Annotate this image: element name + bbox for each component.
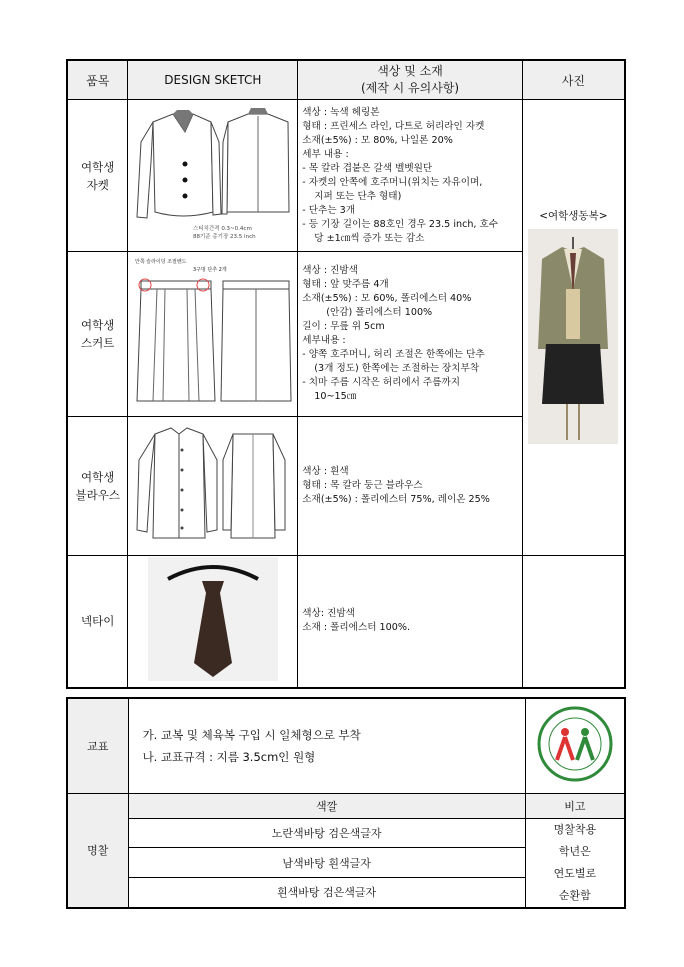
header-material-line1: 색상 및 소재 (377, 64, 443, 78)
sketch-necktie (128, 556, 298, 688)
desc-line: 소재(±5%) : 모 80%, 나일론 20% (302, 134, 453, 146)
skirt-sketch-image (131, 253, 295, 411)
item-name-line2: 스커트 (81, 336, 115, 350)
desc-line: 소재 : 폴리에스터 100%. (302, 622, 411, 634)
desc-line: (안감) 폴리에스터 100% (326, 307, 433, 318)
sketch-note: 3구멍 단추 2개 (192, 267, 227, 273)
desc-line: - 등 기장 길이는 88호인 경우 23.5 inch, 호수 (302, 218, 499, 230)
button-icon (182, 193, 187, 198)
desc-line: 당 ±1㎝씩 증가 또는 감소 (314, 232, 425, 244)
necktie-image (148, 557, 278, 681)
item-name-necktie (67, 556, 128, 688)
sketch-note: 안쪽 슬라이딩 조절밴드 (134, 259, 187, 265)
sketch-skirt (128, 252, 298, 417)
desc-necktie (298, 556, 522, 688)
emblem-label: 교표 (67, 698, 128, 793)
desc-jacket (298, 100, 522, 252)
emblem-line1: 가. 교복 및 체육복 구입 시 일체형으로 부착 (142, 727, 361, 742)
school-emblem-logo (535, 704, 615, 784)
emblem-line2: 나. 교표규격 : 지름 3.5cm인 원형 (142, 749, 316, 764)
table-row-necktie (67, 556, 625, 688)
table-row-jacket (67, 100, 625, 252)
header-material-line2: (제작 시 유의사항) (360, 81, 460, 95)
sketch-note: 88기준 총기장 23.5 inch (192, 233, 256, 240)
note-line: 연도별로 (553, 866, 597, 880)
desc-line: 형태 : 목 칼라 둥근 블라우스 (302, 480, 423, 491)
table-header-row (67, 60, 625, 100)
nametag-label: 명찰 (67, 793, 128, 908)
nametag-col-color: 색깔 (128, 793, 525, 818)
nametag-color: 남색바탕 흰색글자 (128, 848, 525, 878)
desc-line: 형태 : 프린세스 라인, 다트로 허리라인 자켓 (302, 120, 485, 132)
note-line: 학년은 (558, 844, 591, 858)
nametag-color: 흰색바탕 검은색글자 (128, 878, 525, 908)
desc-line: - 단추는 3개 (302, 204, 356, 216)
button-icon (182, 177, 187, 182)
sketch-jacket (128, 100, 298, 252)
photo-cell (522, 100, 625, 556)
nametag-row (67, 818, 625, 848)
item-name-blouse (67, 417, 128, 556)
emblem-description (128, 698, 525, 793)
item-name-line2: 자켓 (86, 177, 109, 192)
note-line: 순환함 (558, 888, 591, 902)
desc-blouse (298, 417, 522, 556)
desc-line: 형태 : 앞 맞주름 4개 (302, 279, 389, 290)
note-line: 명찰착용 (553, 822, 597, 836)
desc-line: 색상: 진밤색 (302, 608, 355, 620)
nametag-col-note: 비고 (525, 793, 625, 818)
desc-line: - 양쪽 호주머니, 허리 조절은 한쪽에는 단추 (302, 349, 485, 360)
nametag-color: 노란색바탕 검은색글자 (128, 818, 525, 848)
header-item: 품목 (67, 60, 128, 100)
desc-line: 소재(±5%) : 모 60%, 폴리에스터 40% (302, 293, 472, 304)
desc-line: 지퍼 또는 단추 형태) (314, 190, 402, 202)
desc-line: - 치마 주름 시작은 허리에서 주름까지 (302, 377, 461, 388)
item-name-line1: 넥타이 (81, 614, 115, 629)
sketch-blouse (128, 417, 298, 556)
desc-line: 소재(±5%) : 폴리에스터 75%, 레이온 25% (302, 494, 490, 505)
desc-line: 색상 : 진밤색 (302, 265, 358, 276)
header-material (298, 60, 522, 100)
desc-line: 세부 내용 : (302, 148, 349, 160)
desc-line: (3개 정도) 한쪽에는 조절하는 장치부착 (314, 363, 480, 374)
desc-line: 색상 : 녹색 헤링본 (302, 106, 380, 118)
jacket-sketch-image (133, 102, 293, 246)
emblem-nametag-table (66, 697, 626, 909)
item-name-line1: 여학생 (81, 318, 115, 332)
item-name-line2: 블라우스 (75, 488, 120, 502)
desc-line: - 자켓의 안쪽에 호주머니(위치는 자유이며, (302, 176, 483, 188)
emblem-row (67, 698, 625, 793)
sketch-note: 스티치간격 0.3~0.4cm (192, 225, 252, 232)
uniform-spec-table (66, 59, 626, 689)
item-name-jacket (67, 100, 128, 252)
button-icon (182, 161, 187, 166)
blouse-sketch-image (133, 420, 293, 548)
item-name-skirt (67, 252, 128, 417)
header-sketch: DESIGN SKETCH (128, 60, 298, 100)
item-name-line1: 여학생 (81, 159, 115, 174)
desc-line: 10~15㎝ (314, 391, 357, 402)
photo-caption: <여학생동복> (539, 209, 608, 222)
item-name-line1: 여학생 (81, 470, 115, 484)
nametag-header-row (67, 793, 625, 818)
desc-skirt (298, 252, 522, 417)
desc-line: 길이 : 무릎 위 5cm (302, 321, 385, 332)
nametag-note (525, 818, 625, 908)
header-photo: 사진 (522, 60, 625, 100)
emblem-image-cell (525, 698, 625, 793)
photo-empty-cell (522, 556, 625, 688)
uniform-photo (528, 229, 618, 444)
desc-line: 색상 : 흰색 (302, 466, 349, 477)
desc-line: - 목 칼라 겹붙은 갈색 벨벳원단 (302, 162, 433, 174)
desc-line: 세부내용 : (302, 335, 346, 346)
